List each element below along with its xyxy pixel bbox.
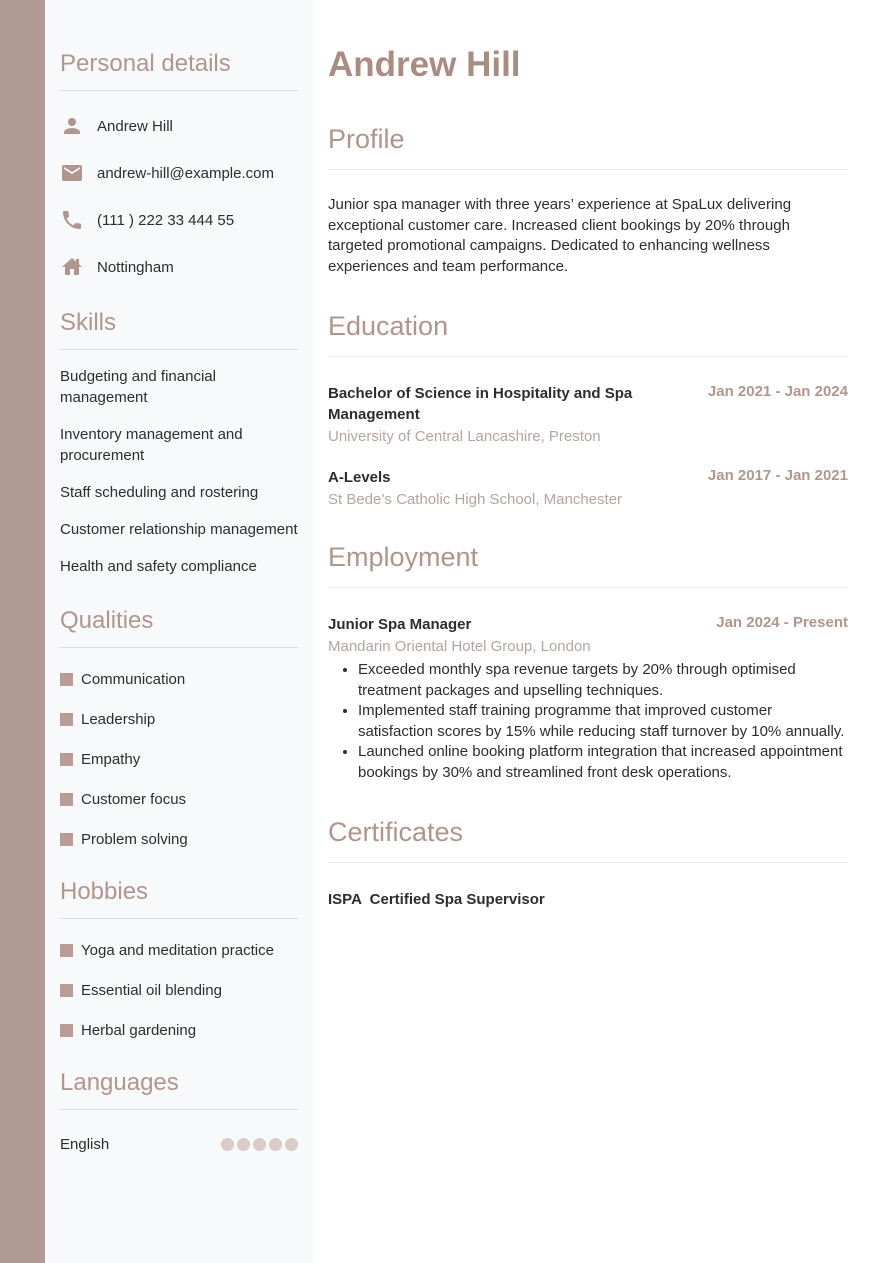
qualities-section [60,607,298,848]
languages-section [60,1069,298,1153]
skill-item: Customer relationship management [60,521,298,538]
page-title: Andrew Hill [328,45,521,84]
person-icon [60,114,84,138]
profile-section [328,124,848,277]
hobby-item [60,942,298,959]
qualities-list [60,671,298,848]
education-entry-head [328,383,848,425]
education-section [328,311,848,508]
hobbies-heading: Hobbies [60,878,298,919]
contact-row-name [60,114,298,138]
job-achievement: • Exceeded monthly spa revenue targets by 20% through optimised treatment packages and upselling techniques. [358,660,848,701]
education-heading: Education [328,311,848,357]
languages-heading: Languages [60,1069,298,1110]
square-bullet-icon [60,673,73,686]
contact-row-email [60,161,298,185]
education-entry [328,467,848,508]
certificates-section [328,817,848,908]
contact-name-text: Andrew Hill [97,117,173,135]
skill-item: Health and safety compliance [60,558,257,575]
hobby-label: Yoga and meditation practice [81,942,274,959]
job-achievement: • Launched online booking platform integration that increased appointment bookings by 30% and streamlined front desk operations. [358,742,848,783]
employer-name: Mandarin Oriental Hotel Group, London [328,638,591,655]
square-bullet-icon [60,753,73,766]
home-icon [60,255,84,279]
quality-item [60,831,298,848]
education-dates: Jan 2017 - Jan 2021 [707,467,848,484]
quality-label: Customer focus [81,791,187,808]
contact-row-location [60,255,298,279]
language-level-dot [269,1138,282,1151]
language-level-dot [221,1138,234,1151]
certificates-heading: Certificates [328,817,848,863]
education-degree-title: A-Levels [328,469,391,486]
language-level-dot [285,1138,298,1151]
skill-item: Staff scheduling and rostering [60,484,259,501]
contact-email-text: andrew-hill@example.com [97,164,274,182]
skills-section [60,309,298,577]
square-bullet-icon [60,713,73,726]
education-institution: St Bede’s Catholic High School, Manchester [328,491,623,508]
hobbies-list [60,942,298,1039]
personal-details-heading: Personal details [60,50,298,91]
qualities-heading: Qualities [60,607,298,648]
language-level-dot [253,1138,266,1151]
square-bullet-icon [60,793,73,806]
contact-row-phone [60,208,298,232]
language-level-dot [237,1138,250,1151]
language-level-dots [221,1138,298,1151]
contact-phone-text: (111 ) 222 33 444 55 [97,211,235,229]
job-achievements-list [328,660,848,783]
main-content [313,0,893,1263]
quality-item [60,711,298,728]
square-bullet-icon [60,984,73,997]
profile-text: Junior spa manager with three years’ experience at SpaLux delivering exceptional customer care. Increased client bookings by 20% through targeted promotional campaigns. Dedicated to enhancing wellness experiences and team performance. [328,196,792,275]
education-dates: Jan 2021 - Jan 2024 [707,383,848,400]
skills-heading: Skills [60,309,298,350]
skills-list [60,366,298,577]
employment-heading: Employment [328,542,848,588]
hobby-label: Herbal gardening [81,1022,197,1039]
accent-strip [0,0,45,1263]
language-name: English [60,1136,110,1153]
quality-item [60,751,298,768]
employment-dates: Jan 2024 - Present [716,614,848,631]
quality-label: Communication [81,671,186,688]
skill-item: Budgeting and financial management [60,368,216,406]
education-entry [328,383,848,445]
job-achievement: • Implemented staff training programme that improved customer satisfaction scores by 15% while reducing staff turnover by 10% annually. [358,701,848,742]
quality-item [60,791,298,808]
employment-section [328,542,848,783]
hobby-label: Essential oil blending [81,982,222,999]
hobby-item [60,982,298,999]
square-bullet-icon [60,1024,73,1037]
email-icon [60,161,84,185]
quality-label: Empathy [81,751,141,768]
skill-item: Inventory management and procurement [60,426,243,464]
education-degree-title: Bachelor of Science in Hospitality and Spa Management [328,385,633,423]
employment-entry-head [328,614,848,635]
language-item [60,1136,298,1153]
job-title: Junior Spa Manager [328,616,472,633]
education-institution: University of Central Lancashire, Preston [328,428,601,445]
contact-location-text: Nottingham [97,258,174,276]
square-bullet-icon [60,944,73,957]
quality-label: Leadership [81,711,156,728]
education-entry-head [328,467,848,488]
employment-entry [328,614,848,783]
contact-list [60,114,298,279]
certificate-name: ISPA Certified Spa Supervisor [328,891,545,908]
hobbies-section [60,878,298,1039]
quality-label: Problem solving [81,831,188,848]
square-bullet-icon [60,833,73,846]
personal-details-section [60,50,298,279]
sidebar [45,0,313,1263]
hobby-item [60,1022,298,1039]
profile-heading: Profile [328,124,848,170]
quality-item [60,671,298,688]
phone-icon [60,208,84,232]
